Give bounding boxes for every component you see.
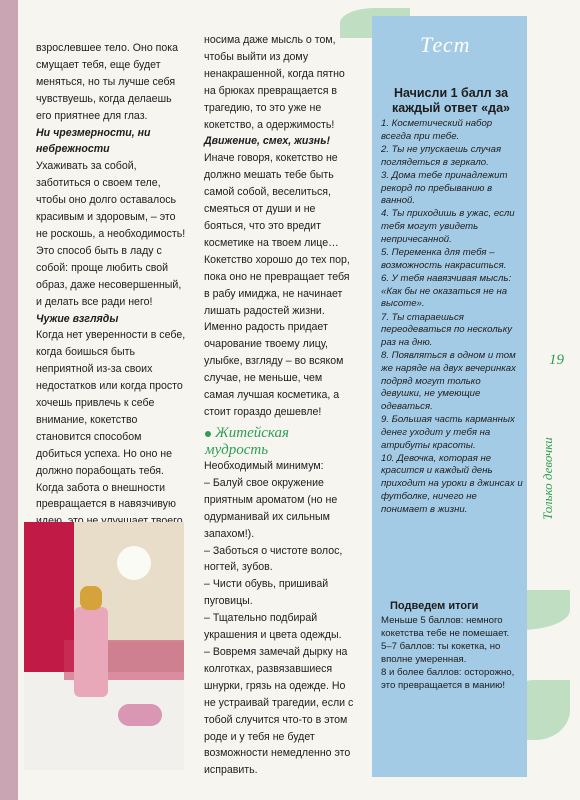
section-title: Только девочки [540, 437, 555, 520]
test-item: 7. Ты стараешься переодеваться по нескольку раз на дню. [381, 311, 513, 348]
list-item: – Вовремя замечай дырку на колготках, развязавшиеся шнурки, грязь на одежде. Но не устраивай трагедии, если с тобой случится что-то в этом роде и у тебя не будет возможности немедленно это исправить. [204, 645, 354, 777]
test-item: 10. Девочка, которая не красится и каждый день приходит на уроки в джинсах и футболке, ничего не понимает в жизни. [381, 452, 523, 515]
bullet-icon [205, 431, 211, 437]
test-item: 9. Большая часть карманных денег уходит у тебя на атрибуты красоты. [381, 414, 515, 451]
list-label: Необходимый минимум: [204, 460, 324, 472]
subheading: Движение, смех, жизнь! [204, 135, 331, 148]
summary-item: Меньше 5 баллов: немного кокетства тебе не помешает. [381, 615, 510, 639]
cosmetics-photo [24, 522, 184, 770]
dish-icon [118, 704, 162, 726]
paragraph: взрослевшее тело. Оно пока смущает тебя, еще будет меняться, но ты лучше себя чувствуешь, когда делаешь его приятнее для глаз. [36, 42, 179, 122]
summary-item: 5–7 баллов: ты кокетка, но вполне умеренная. [381, 641, 501, 665]
summary-text [381, 615, 523, 693]
test-item: 2. Ты не упускаешь случая поглядеться в зеркало. [381, 143, 502, 168]
summary-heading: Подведем итоги [390, 600, 479, 612]
test-item: 3. Дома тебе принадлежит рекорд по пребыванию в ванной. [381, 169, 508, 207]
test-item: 6. У тебя навязчивая мысль: «Как бы не оказаться не на высоте». [381, 272, 512, 310]
wisdom-title-text: Житейская мудрость [205, 425, 290, 458]
test-item: 4. Ты приходишь в ужас, если тебя могут увидеть непричесанной. [381, 208, 515, 245]
list-item: – Тщательно подбирай украшения и цвета одежды. [204, 612, 342, 642]
test-title: Тест [420, 32, 471, 57]
list-item: – Чисти обувь, пришивай пуговицы. [204, 578, 329, 608]
perfume-cap-icon [80, 586, 102, 610]
paragraph: Кокетство хорошо до тех пор, пока оно не превращает тебя в рабу имиджа, не начинает лишать радостей жизни. Именно радость придает очарование твоему лицу, улыбке, взгляду – во всяком случае, не меньше, чем самая лучшая косметика, а стоит гораздо дешевле! [204, 253, 350, 418]
subheading: Чужие взгляды [36, 312, 119, 325]
left-text-column [36, 40, 188, 547]
middle-text-column [204, 32, 354, 421]
subheading: Ни чрезмерности, ни небрежности [36, 126, 151, 156]
paragraph: Ухаживать за собой, заботиться о своем теле, чтобы оно долго оставалось красивым и здоровым, – это не роскошь, а необходимость! Это способ быть в ладу с собой: проще любить свой образ, даже несовершенный, и делать все ради него! [36, 160, 186, 308]
side-color-bar [0, 0, 18, 800]
test-item: 8. Появляться в одном и том же наряде на двух вечеринках подряд могут только девушки, не умеющие одеваться. [381, 350, 516, 412]
list-item: – Заботься о чистоте волос, ногтей, зубов. [204, 544, 343, 574]
paragraph: носима даже мысль о том, чтобы выйти из дому ненакрашенной, когда пятно на брюках превращается в трагедию, то это уже не кокетство, а одержимость! [204, 34, 345, 131]
minimum-list [204, 458, 354, 779]
paragraph: Иначе говоря, кокетство не должно мешать тебе быть самой собой, веселиться, смеяться от души и не бояться, что это вредит косметике на твоем лице… [204, 152, 339, 249]
paragraph: Когда нет уверенности в себе, когда боишься быть неприятной из-за своих недостатков или когда просто хочешь привлечь к себе внимание, кокетство становится способом добиться успеха. Но оно не должно порабощать тебя. Когда забота о внешности превращается в навязчивую [36, 329, 186, 511]
flower-icon [117, 546, 151, 580]
perfume-bottle-icon [74, 607, 108, 697]
test-item: 1. Косметический набор всегда при тебе. [381, 118, 493, 142]
summary-item: 8 и более баллов: осторожно, это превращается в манию! [381, 667, 515, 691]
test-heading: Начисли 1 балл за каждый ответ «да» [392, 86, 510, 115]
wisdom-title [205, 425, 355, 459]
test-questions [381, 118, 523, 517]
list-item: – Балуй свое окружение приятным ароматом (но не одурманивай их сильным запахом!). [204, 476, 338, 540]
test-item: 5. Переменка для тебя – возможность накраситься. [381, 247, 507, 271]
page-number: 19 [549, 352, 564, 368]
